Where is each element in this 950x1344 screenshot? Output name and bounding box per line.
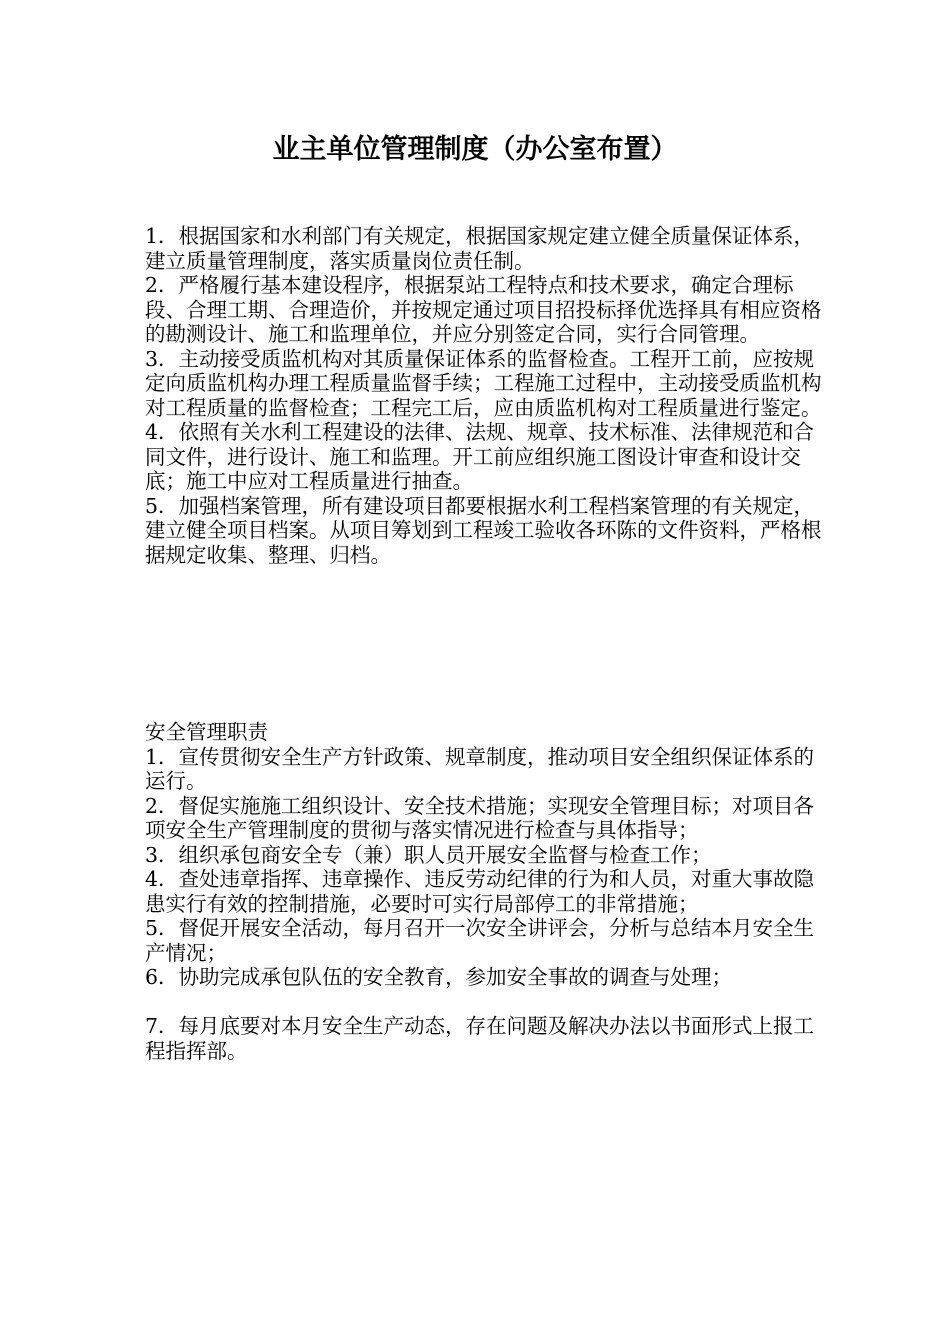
quality-section bbox=[145, 224, 825, 567]
safety-section bbox=[145, 720, 825, 1063]
quality-item-1: 1．根据国家和水利部门有关规定，根据国家规定建立健全质量保证体系，建立质量管理制度，落实质量岗位责任制。 bbox=[145, 224, 815, 273]
safety-item-5: 5．督促开展安全活动，每月召开一次安全讲评会，分析与总结本月安全生产情况； bbox=[145, 916, 815, 965]
safety-item-2: 2．督促实施施工组织设计、安全技术措施；实现安全管理目标；对项目各项安全生产管理制度的贯彻与落实情况进行检查与具体指导； bbox=[145, 793, 815, 842]
quality-item-5: 5．加强档案管理，所有建设项目都要根据水利工程档案管理的有关规定，建立健全项目档案。从项目筹划到工程竣工验收各环陈的文件资料，严格根据规定收集、整理、归档。 bbox=[145, 493, 822, 567]
blank-line bbox=[145, 990, 825, 1015]
safety-item-1: 1．宣传贯彻安全生产方针政策、规章制度，推动项目安全组织保证体系的运行。 bbox=[145, 744, 815, 793]
quality-item-4: 4．依照有关水利工程建设的法律、法规、规章、技术标准、法律规范和合同文件，进行设计、施工和监理。开工前应组织施工图设计审查和设计交底；施工中应对工程质量进行抽查。 bbox=[145, 420, 815, 493]
safety-item-6: 6．协助完成承包队伍的安全教育，参加安全事故的调查与处理； bbox=[145, 965, 733, 989]
safety-item-3: 3．组织承包商安全专（兼）职人员开展安全监督与检查工作； bbox=[145, 842, 712, 867]
quality-item-2: 2．严格履行基本建设程序，根据泵站工程特点和技术要求，确定合理标段、合理工期、合理造价，并按规定通过项目招投标择优选择具有相应资格的勘测设计、施工和监理单位，并应分别签定合同，实行合同管理。 bbox=[145, 273, 822, 346]
document-title: 业主单位管理制度（办公室布置） bbox=[272, 134, 678, 165]
safety-heading: 安全管理职责 bbox=[145, 720, 268, 744]
safety-item-4: 4．查处违章指挥、违章操作、违反劳动纪律的行为和人员，对重大事故隐患实行有效的控制措施，必要时可实行局部停工的非常措施； bbox=[145, 867, 815, 916]
safety-item-7: 7．每月底要对本月安全生产动态，存在问题及解决办法以书面形式上报工程指挥部。 bbox=[145, 1014, 815, 1063]
quality-item-3: 3．主动接受质监机构对其质量保证体系的监督检查。工程开工前，应按规定向质监机构办理工程质量监督手续；工程施工过程中，主动接受质监机构对工程质量的监督检查；工程完工后，应由质监机构对工程质量进行鉴定。 bbox=[145, 346, 822, 420]
